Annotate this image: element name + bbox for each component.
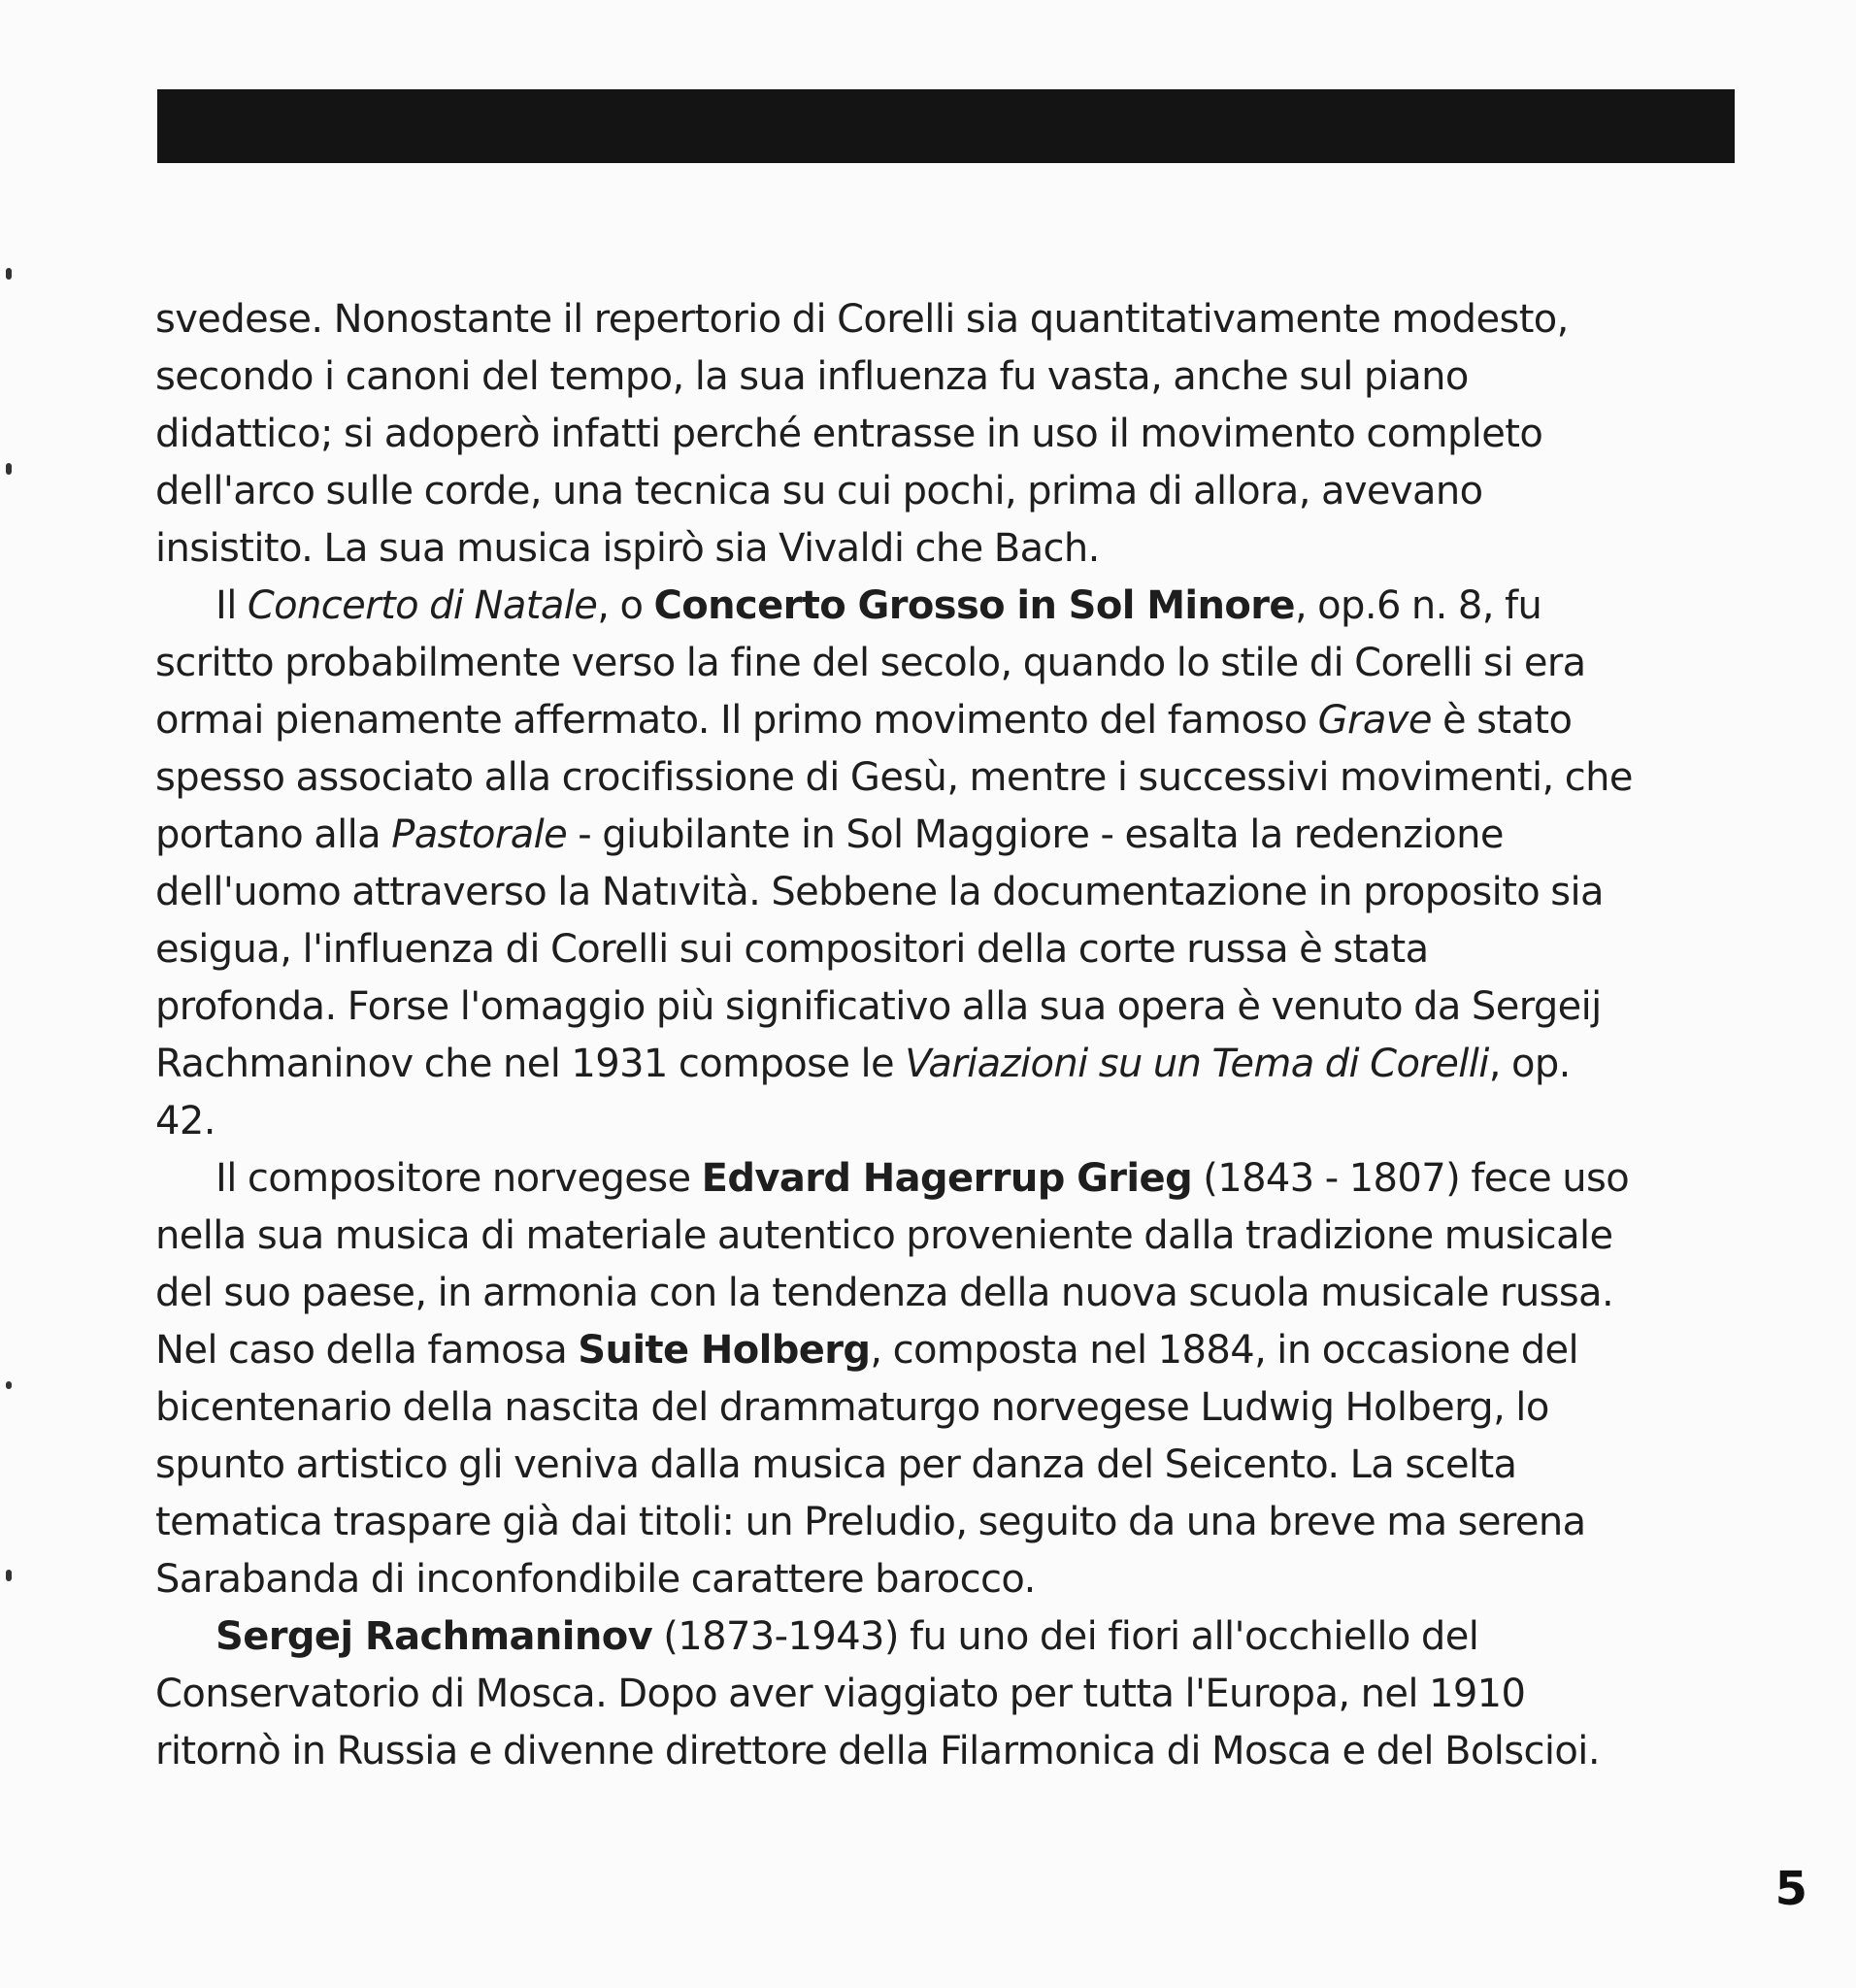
text-line <box>155 1322 1747 1379</box>
text-line <box>155 864 1747 921</box>
text-line <box>155 348 1747 406</box>
bold-name: Edvard Hagerrup Grieg <box>701 1156 1193 1201</box>
text-run: ritornò in Russia e divenne direttore della Filarmonica di Mosca e del Bolscioi. <box>155 1729 1600 1773</box>
italic-title: Grave <box>1317 698 1432 743</box>
margin-mark <box>6 1381 12 1389</box>
text-line <box>155 1666 1747 1723</box>
text-line <box>155 1723 1747 1780</box>
text-run: portano alla <box>155 812 392 857</box>
text-run: scritto probabilmente verso la fine del secolo, quando lo stile di Corelli si era <box>155 641 1586 685</box>
text-run: ormai pienamente affermato. Il primo movimento del famoso <box>155 698 1318 743</box>
text-run: dell'uomo attraverso la Natıvità. Sebbene la documentazione in proposito sia <box>155 870 1604 914</box>
text-run: nella sua musica di materiale autentico proveniente dalla tradizione musicale <box>155 1213 1613 1258</box>
margin-mark <box>6 268 12 280</box>
bold-name: Sergej Rachmaninov <box>215 1614 653 1659</box>
paragraph <box>155 1608 1747 1780</box>
text-line <box>155 1379 1747 1437</box>
body-text <box>155 291 1747 1780</box>
text-line <box>155 1551 1747 1608</box>
text-line <box>155 749 1747 807</box>
text-run: 42. <box>155 1099 215 1143</box>
header-bar <box>157 89 1735 163</box>
text-run: spunto artistico gli veniva dalla musica per danza del Seicento. La scelta <box>155 1442 1517 1487</box>
text-line <box>155 1265 1747 1322</box>
text-line <box>155 291 1747 348</box>
text-run: , op. <box>1488 1042 1571 1086</box>
text-line <box>155 921 1747 978</box>
text-run: didattico; si adoperò infatti perché entrasse in uso il movimento completo <box>155 412 1543 456</box>
text-run: Nel caso della famosa <box>155 1328 579 1373</box>
text-run: (1843 - 1807) fece uso <box>1192 1156 1630 1201</box>
text-line <box>155 578 1747 635</box>
page-number: 5 <box>1774 1862 1807 1916</box>
italic-title: Variazioni su un Tema di Corelli <box>905 1042 1489 1086</box>
text-run: Il compositore norvegese <box>215 1156 702 1201</box>
text-run: , o <box>597 583 654 628</box>
text-line <box>155 692 1747 749</box>
text-run: Sarabanda di inconfondibile carattere barocco. <box>155 1557 1036 1602</box>
paragraph <box>155 578 1747 1150</box>
text-line <box>155 1437 1747 1494</box>
text-run: , composta nel 1884, in occasione del <box>870 1328 1579 1373</box>
text-run: svedese. Nonostante il repertorio di Corelli sia quantitativamente modesto, <box>155 297 1569 342</box>
text-run: Conservatorio di Mosca. Dopo aver viaggiato per tutta l'Europa, nel 1910 <box>155 1672 1526 1716</box>
text-line <box>155 1494 1747 1551</box>
text-line <box>155 978 1747 1036</box>
bold-title: Concerto Grosso in Sol Minore <box>653 583 1295 628</box>
text-run: Rachmaninov che nel 1931 compose le <box>155 1042 906 1086</box>
italic-title: Pastorale <box>391 812 568 857</box>
text-run: è stato <box>1431 698 1573 743</box>
text-run: esigua, l'influenza di Corelli sui compositori della corte russa è stata <box>155 927 1429 972</box>
text-run: , op.6 n. 8, fu <box>1294 583 1542 628</box>
text-run: del suo paese, in armonia con la tendenza della nuova scuola musicale russa. <box>155 1271 1614 1315</box>
paragraph <box>155 1150 1747 1608</box>
text-run: spesso associato alla crocifissione di Gesù, mentre i successivi movimenti, che <box>155 755 1633 800</box>
text-line <box>155 1208 1747 1265</box>
bold-title: Suite Holberg <box>578 1328 871 1373</box>
text-line <box>155 1036 1747 1093</box>
text-line <box>155 1608 1747 1666</box>
text-line <box>155 635 1747 692</box>
text-line <box>155 1093 1747 1150</box>
italic-title: Concerto di Natale <box>247 583 598 628</box>
margin-mark <box>6 1570 12 1581</box>
text-run: bicentenario della nascita del drammaturgo norvegese Ludwig Holberg, lo <box>155 1385 1549 1430</box>
margin-mark <box>6 463 12 475</box>
text-run: - giubilante in Sol Maggiore - esalta la redenzione <box>567 812 1504 857</box>
text-line <box>155 807 1747 864</box>
text-run: tematica traspare già dai titoli: un Preludio, seguito da una breve ma serena <box>155 1500 1586 1544</box>
paragraph <box>155 291 1747 578</box>
text-line <box>155 463 1747 520</box>
text-run: dell'arco sulle corde, una tecnica su cui pochi, prima di allora, avevano <box>155 469 1483 514</box>
text-run: insistito. La sua musica ispirò sia Vivaldi che Bach. <box>155 526 1100 571</box>
text-run: (1873-1943) fu uno dei fiori all'occhiello del <box>652 1614 1479 1659</box>
text-run: profonda. Forse l'omaggio più significativo alla sua opera è venuto da Sergeij <box>155 984 1602 1029</box>
text-line <box>155 520 1747 578</box>
text-line <box>155 406 1747 463</box>
text-run: secondo i canoni del tempo, la sua influenza fu vasta, anche sul piano <box>155 354 1469 399</box>
text-line <box>155 1150 1747 1208</box>
text-run: Il <box>215 583 248 628</box>
